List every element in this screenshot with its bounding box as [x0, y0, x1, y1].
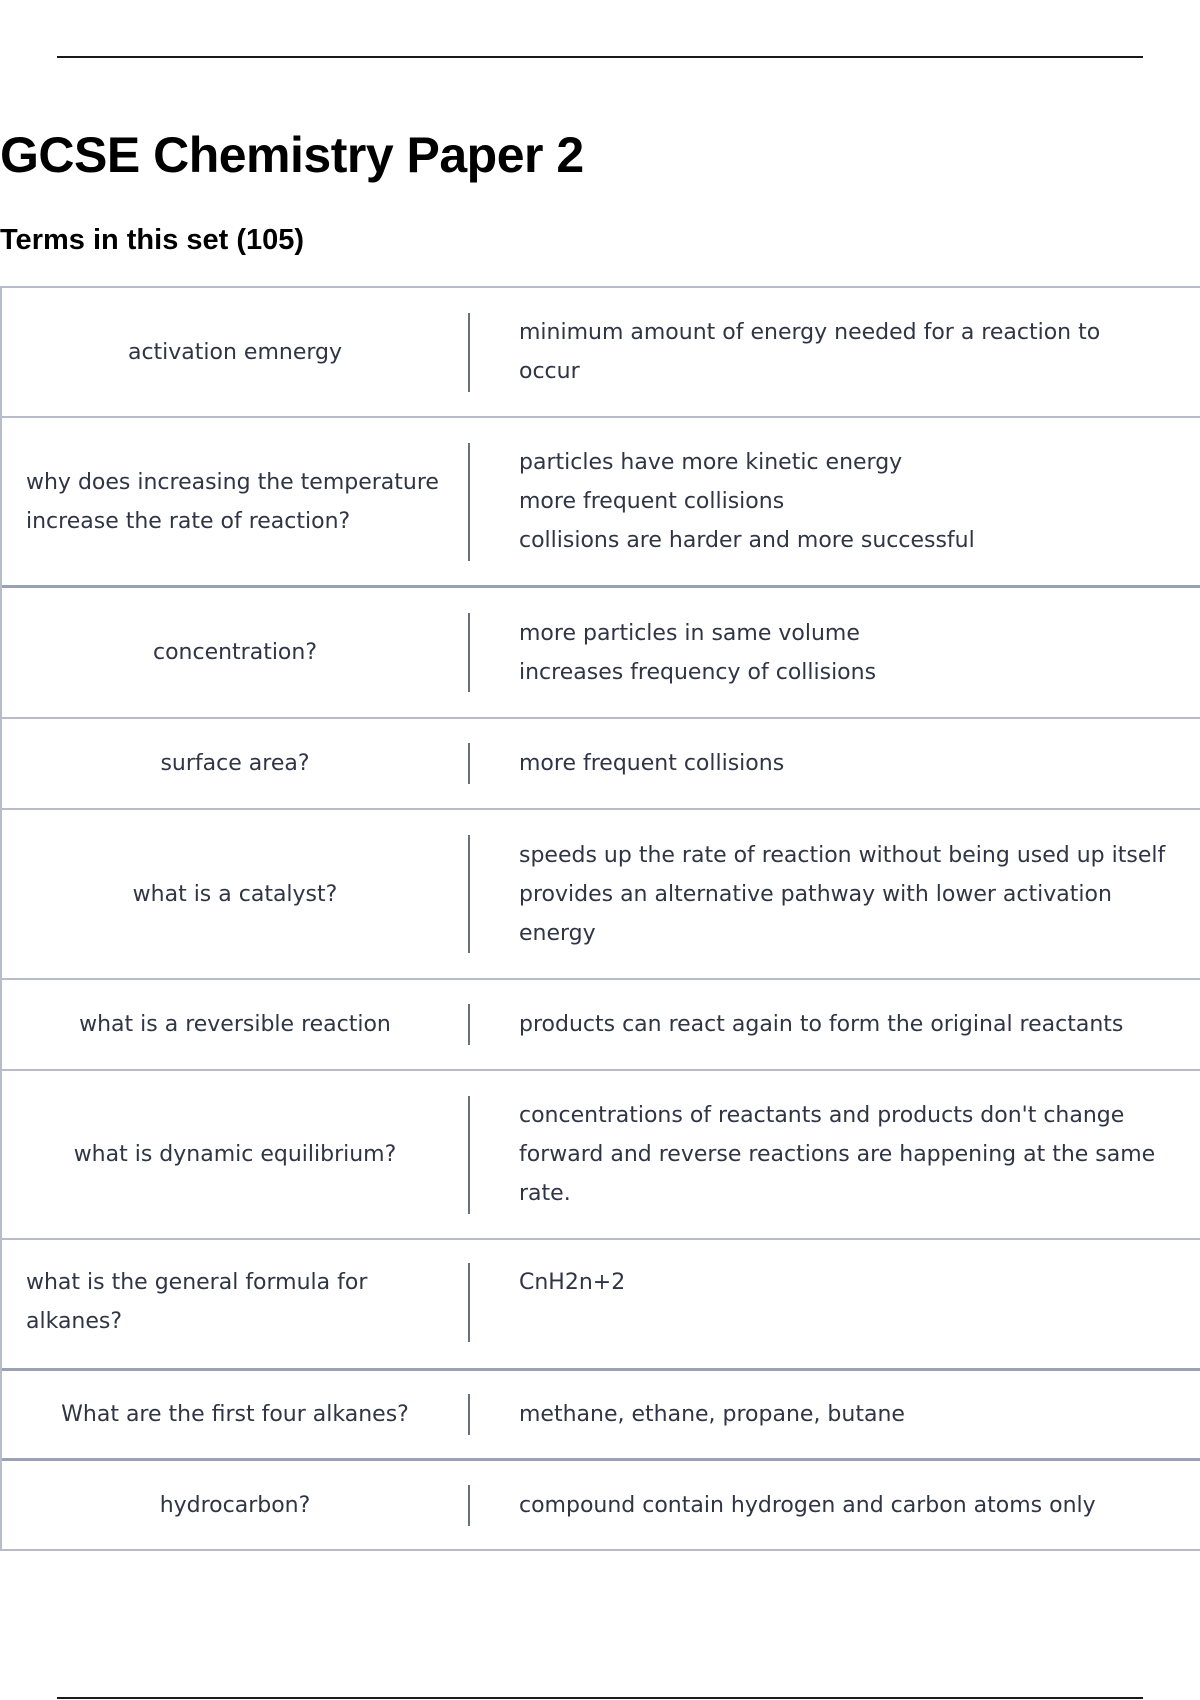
term-text: what is a reversible reaction: [79, 1012, 391, 1037]
definition-line: collisions are harder and more successful: [519, 528, 975, 553]
terms-count-heading: Terms in this set (105): [0, 224, 305, 256]
term-row: [2, 288, 1200, 418]
definition-text: [470, 1005, 1200, 1044]
definition-line: provides an alternative pathway with lower activation: [519, 881, 1112, 907]
definition-text: [470, 836, 1200, 953]
definition-line: concentrations of reactants and products don't change: [519, 1103, 1125, 1128]
term-row: [2, 1071, 1200, 1240]
term-row: [2, 810, 1200, 980]
term-row: [2, 1371, 1200, 1461]
definition-line: speeds up the rate of reaction without being used up itself: [519, 842, 1166, 868]
definition-text: [470, 1395, 1200, 1434]
term-text: why does increasing the temperature increase the rate of reaction?: [26, 469, 439, 534]
term-row: [2, 418, 1200, 588]
definition-text: [470, 1096, 1200, 1213]
definition-line: methane, ethane, propane, butane: [519, 1402, 905, 1427]
term-text: what is a catalyst?: [132, 881, 338, 907]
term-text: surface area?: [160, 751, 310, 776]
definition-line: rate.: [519, 1181, 571, 1206]
definition-line: particles have more kinetic energy: [519, 450, 903, 475]
definition-text: [470, 313, 1200, 391]
term-text: hydrocarbon?: [159, 1492, 311, 1518]
definition-line: more particles in same volume: [519, 620, 860, 646]
definition-text: [470, 1486, 1200, 1525]
term-row: [2, 1461, 1200, 1551]
top-rule: [57, 56, 1143, 58]
definition-text: [470, 443, 1200, 560]
term-text: what is the general formula for alkanes?: [26, 1270, 368, 1334]
definition-line: CnH2n+2: [519, 1270, 626, 1295]
definition-line: increases frequency of collisions: [519, 659, 877, 685]
definition-line: compound contain hydrogen and carbon atoms only: [519, 1492, 1096, 1518]
definition-line: forward and reverse reactions are happening at the same: [519, 1142, 1156, 1167]
term-text: What are the first four alkanes?: [61, 1402, 409, 1427]
definition-line: occur: [519, 359, 580, 384]
term-text: activation emnergy: [127, 339, 343, 365]
definition-line: products can react again to form the original reactants: [519, 1012, 1124, 1037]
definition-line: minimum amount of energy needed for a reaction to: [519, 320, 1101, 345]
term-row: [2, 980, 1200, 1071]
term-text: what is dynamic equilibrium?: [73, 1142, 397, 1167]
definition-text: [470, 1263, 1200, 1302]
definition-line: more frequent collisions: [519, 489, 785, 514]
definition-text: [470, 744, 1200, 783]
definition-text: [470, 614, 1200, 692]
page-title: GCSE Chemistry Paper 2: [0, 127, 584, 183]
term-row: [2, 588, 1200, 719]
bottom-rule: [57, 1697, 1143, 1699]
term-text: concentration?: [152, 640, 318, 665]
definition-line: more frequent collisions: [519, 751, 785, 776]
definition-line: energy: [519, 920, 596, 946]
terms-table: [0, 286, 1200, 1551]
term-row: [2, 719, 1200, 810]
term-row: [2, 1240, 1200, 1371]
